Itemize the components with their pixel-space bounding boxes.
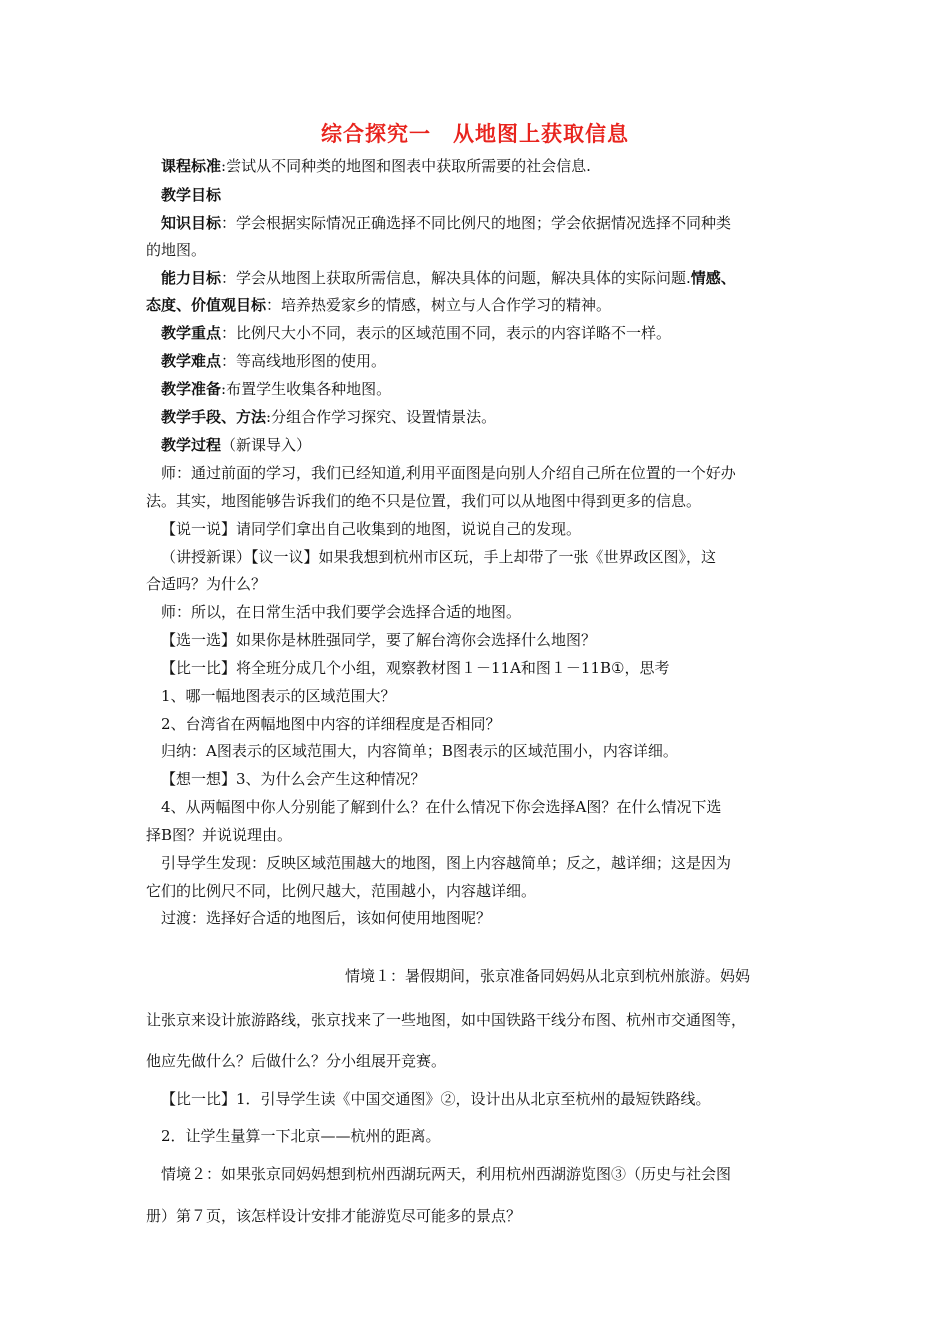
paragraph-line: 他应先做什么？后做什么？分小组展开竞赛。 [146, 1052, 447, 1070]
paragraph-line: 2．让学生量算一下北京——杭州的距离。 [161, 1127, 441, 1145]
paragraph-line: 师：通过前面的学习，我们已经知道,利用平面图是向别人介绍自己所在位置的一个好办 [161, 464, 736, 482]
knowledge-goal-continuation: 的地图。 [146, 241, 207, 259]
key-point-line: 教学重点：比例尺大小不同，表示的区域范围不同，表示的内容详略不一样。 [161, 324, 672, 342]
paragraph-line: 2、台湾省在两幅地图中内容的详细程度是否相同？ [161, 715, 501, 733]
paragraph-line: 它们的比例尺不同，比例尺越大，范围越小，内容越详细。 [146, 882, 537, 900]
paragraph-line: 【选一选】如果你是林胜强同学，要了解台湾你会选择什么地图？ [161, 631, 597, 649]
knowledge-goal-line: 知识目标：学会根据实际情况正确选择不同比例尺的地图；学会依据情况选择不同种类 [161, 214, 732, 232]
paragraph-line: 过渡：选择好合适的地图后，该如何使用地图呢？ [161, 909, 492, 927]
paragraph-line: 【比一比】将全班分成几个小组，观察教材图１－11A和图１－11B①，思考 [161, 659, 670, 677]
scenario-1-line: 情境１：暑假期间，张京准备同妈妈从北京到杭州旅游。妈妈 [345, 967, 751, 985]
paragraph-line: 法。其实，地图能够告诉我们的绝不只是位置，我们可以从地图中得到更多的信息。 [146, 492, 702, 510]
difficult-point-line: 教学难点：等高线地形图的使用。 [161, 352, 387, 370]
process-heading: 教学过程（新课导入） [161, 436, 312, 454]
attitude-goal-line: 态度、价值观目标：培养热爱家乡的情感，树立与人合作学习的精神。 [146, 296, 612, 314]
paragraph-line: （讲授新课）【议一议】如果我想到杭州市区玩，手上却带了一张《世界政区图》，这 [161, 548, 717, 566]
paragraph-line: 1、哪一幅地图表示的区域范围大？ [161, 687, 396, 705]
paragraph-line: 【比一比】1．引导学生读《中国交通图》②，设计出从北京至杭州的最短铁路线。 [161, 1090, 711, 1108]
paragraph-line: 择B图？并说说理由。 [146, 826, 293, 844]
paragraph-line: 【说一说】请同学们拿出自己收集到的地图，说说自己的发现。 [161, 520, 582, 538]
scenario-2-line: 情境２：如果张京同妈妈想到杭州西湖玩两天，利用杭州西湖游览图③（历史与社会图 [161, 1165, 732, 1183]
teaching-goals-heading: 教学目标 [161, 186, 222, 204]
page-title: 综合探究一 从地图上获取信息 [321, 122, 629, 146]
paragraph-line: 4、从两幅图中你人分别能了解到什么？在什么情况下你会选择A图？在什么情况下选 [161, 798, 722, 816]
methods-line: 教学手段、方法:分组合作学习探究、设置情景法。 [161, 408, 497, 426]
paragraph-line: 让张京来设计旅游路线，张京找来了一些地图，如中国铁路干线分布图、杭州市交通图等， [146, 1011, 747, 1029]
course-standard-line: 课程标准:尝试从不同种类的地图和图表中获取所需要的社会信息. [161, 157, 591, 175]
paragraph-line: 合适吗？为什么？ [146, 575, 267, 593]
paragraph-line: 【想一想】3、为什么会产生这种情况？ [161, 770, 426, 788]
paragraph-line: 师：所以，在日常生活中我们要学会选择合适的地图。 [161, 603, 522, 621]
preparation-line: 教学准备:布置学生收集各种地图。 [161, 380, 392, 398]
paragraph-line: 归纳：A图表示的区域范围大，内容简单；B图表示的区域范围小，内容详细。 [161, 742, 678, 760]
paragraph-line: 册）第７页，该怎样设计安排才能游览尽可能多的景点？ [146, 1207, 522, 1225]
ability-goal-line: 能力目标：学会从地图上获取所需信息，解决具体的问题，解决具体的实际问题.情感、 [161, 269, 736, 287]
paragraph-line: 引导学生发现：反映区域范围越大的地图，图上内容越简单；反之，越详细；这是因为 [161, 854, 732, 872]
